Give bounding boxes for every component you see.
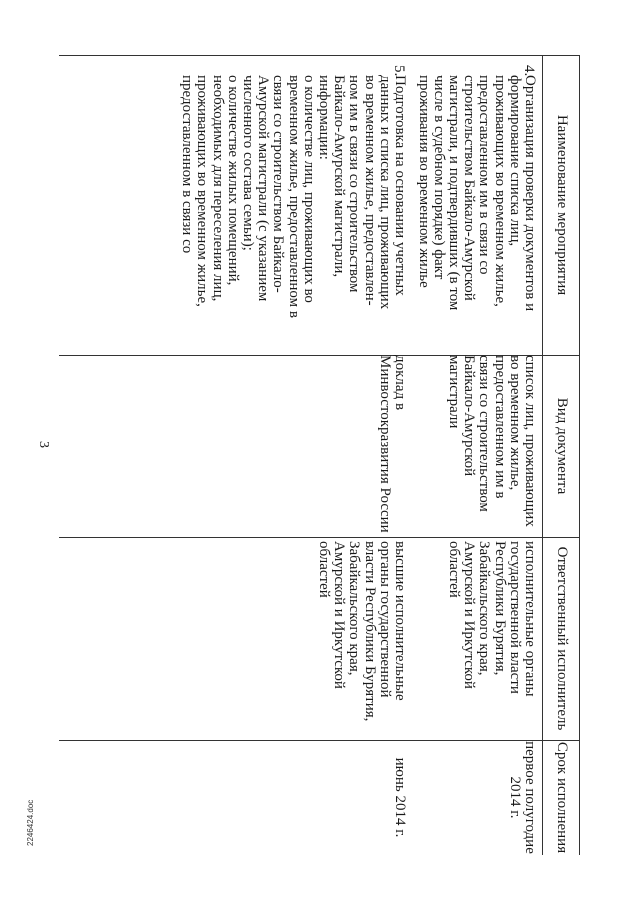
header-doc-type: Вид документа — [554, 397, 570, 495]
row-executor: исполнительные органы государственной власти Республики Бурятия, Забайкальского края, Амурской и Иркутской областей — [445, 541, 538, 697]
row-name: Организация проверки документов и формирование списка лиц, проживающих во временном жилье, предоставленном им в связи со строительством Байкало-Амурской магистрали, и подтвердивших (в том числе в судебном порядке) факт проживания во временном жилье — [415, 75, 538, 312]
column-divider — [59, 537, 579, 538]
row-deadline: первое полугодие 2014 г. — [506, 741, 538, 854]
column-divider — [59, 740, 579, 741]
page-number: 3 — [36, 441, 51, 448]
header-executor: Ответственный исполнитель — [554, 546, 570, 731]
table-border-left — [59, 55, 579, 56]
footer-doc-id: 2246424.doc — [26, 799, 35, 846]
row-number: 5. — [391, 65, 407, 77]
row-executor: высшие исполнительные органы государственной власти Республики Бурятия, Забайкальского края, Амурской и Иркутской областей — [315, 541, 408, 722]
row-name: Подготовка на основании учетных данных и списка лиц, проживающих во временном жилье, предоставлен- ном им в связи со строительством Байкало-Амурской магистрали, информации: о количестве лиц, проживающих во временном жилье, предоставленном в связи со строительством Байкало- Амурской магистрали (с указанием численного состава семьи); о количестве жилых помещений, необходимых для переселения лиц, проживающих во временном жилье, предоставленном в связи со — [179, 75, 408, 318]
measures-table — [59, 55, 580, 855]
header-deadline: Срок исполнения — [554, 741, 570, 854]
row-doc-type: доклад в Минвостокразвития России — [376, 355, 408, 533]
header-name: Наименование мероприятия — [554, 114, 570, 296]
row-doc-type: список лиц, проживающих во временном жилье, предоставленном им в связи со строительством Байкало-Амурской магистрали — [445, 355, 538, 527]
row-number: 4. — [521, 65, 537, 77]
header-divider — [542, 55, 543, 855]
row-deadline: июнь 2014 г. — [392, 757, 408, 838]
rotated-page — [36, 55, 580, 855]
